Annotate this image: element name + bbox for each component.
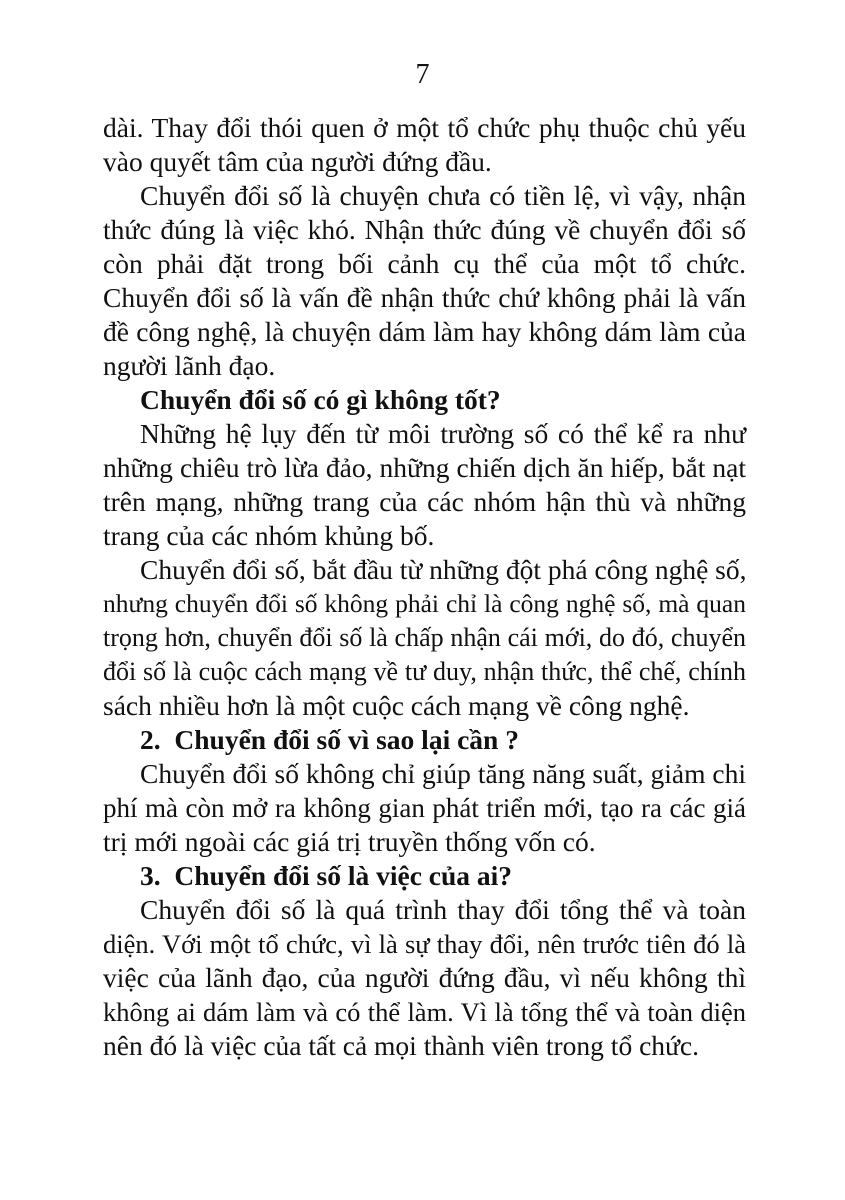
text-line: những chiêu trò lừa đảo, những chiến dịch ăn hiếp, bắt nạt	[103, 452, 746, 483]
text-line: dài. Thay đổi thói quen ở một tổ chức phụ thuộc chủ yếu	[103, 112, 746, 143]
text-line: trang của các nhóm khủng bố.	[103, 520, 435, 551]
text-line: trên mạng, những trang của các nhóm hận thù và những	[103, 486, 746, 517]
text-line: người lãnh đạo.	[103, 350, 276, 381]
page-number: 7	[415, 59, 430, 90]
text-line: sách nhiều hơn là một cuộc cách mạng về công nghệ.	[103, 690, 690, 721]
text-line: trọng hơn, chuyển đổi số là chấp nhận cái mới, do đó, chuyển	[103, 623, 746, 652]
text-line: diện. Với một tổ chức, vì là sự thay đổi, nên trước tiên đó là	[103, 929, 746, 959]
section-heading: 3. Chuyển đổi số là việc của ai?	[140, 860, 513, 891]
text-line: Những hệ lụy đến từ môi trường số có thể kể ra như	[140, 418, 746, 449]
text-line: còn phải đặt trong bối cảnh cụ thể của một tổ chức.	[103, 248, 746, 279]
text-line: đổi số là cuộc cách mạng về tư duy, nhận thức, thể chế, chính	[103, 657, 746, 686]
section-heading: Chuyển đổi số có gì không tốt?	[140, 384, 501, 415]
section-heading: 2. Chuyển đổi số vì sao lại cần ?	[140, 724, 519, 755]
text-line: vào quyết tâm của người đứng đầu.	[103, 146, 492, 177]
text-line: Chuyển đổi số là chuyện chưa có tiền lệ, vì vậy, nhận	[140, 180, 746, 211]
text-line: nhưng chuyển đổi số không phải chỉ là công nghệ số, mà quan	[103, 589, 746, 618]
text-line: trị mới ngoài các giá trị truyền thống vốn có.	[103, 826, 596, 857]
text-line: đề công nghệ, là chuyện dám làm hay không dám làm của	[103, 316, 746, 347]
text-line: nên đó là việc của tất cả mọi thành viên trong tổ chức.	[103, 1030, 700, 1061]
text-line: việc của lãnh đạo, của người đứng đầu, vì nếu không thì	[103, 962, 746, 993]
text-line: Chuyển đổi số là quá trình thay đổi tổng thể và toàn	[140, 894, 746, 925]
text-line: Chuyển đổi số không chỉ giúp tăng năng suất, giảm chi	[140, 758, 746, 789]
text-line: thức đúng là việc khó. Nhận thức đúng về chuyển đổi số	[103, 214, 746, 245]
text-line: Chuyển đổi số là vấn đề nhận thức chứ không phải là vấn	[103, 282, 746, 313]
text-line: Chuyển đổi số, bắt đầu từ những đột phá công nghệ số,	[140, 554, 747, 585]
text-line: phí mà còn mở ra không gian phát triển mới, tạo ra các giá	[103, 793, 746, 823]
text-line: không ai dám làm và có thể làm. Vì là tổng thể và toàn diện	[103, 997, 746, 1027]
